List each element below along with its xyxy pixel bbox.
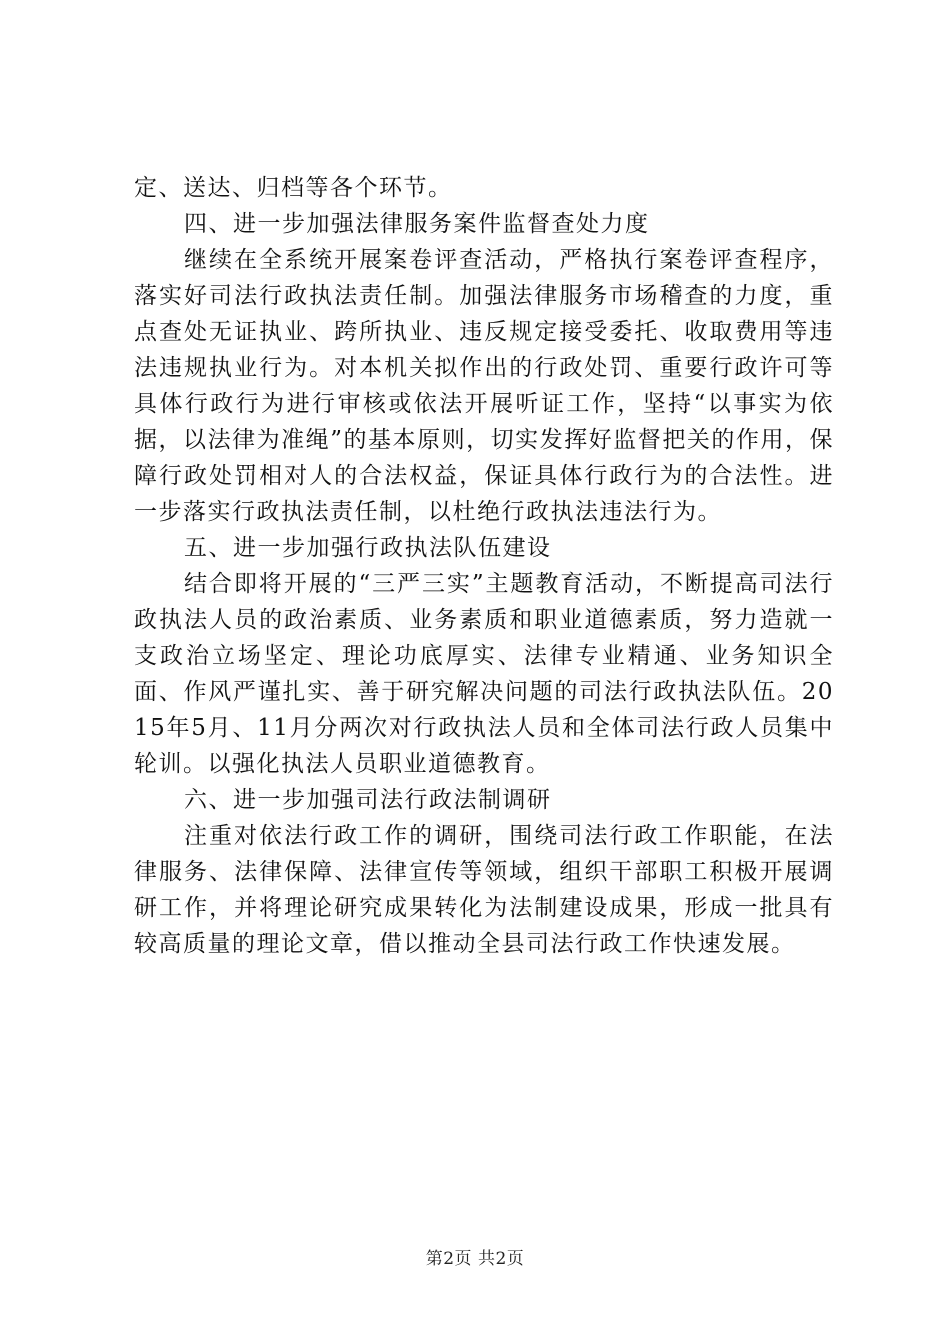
section-heading-6: 六、进一步加强司法行政法制调研 (184, 787, 552, 813)
section-heading-5: 五、进一步加强行政执法队伍建设 (184, 535, 552, 561)
paragraph-research: 注重对依法行政工作的调研，围绕司法行政工作职能，在法律服务、法律保障、法律宣传等领域，组织干部职工积极开展调研工作，并将理论研究成果转化为法制建设成果，形成一批具有较高质量的理论文章，借以推动全县司法行政工作快速发展。 (134, 823, 834, 957)
page-number-footer: 第2页 共2页 (425, 1249, 525, 1269)
section-heading-4: 四、进一步加强法律服务案件监督查处力度 (184, 211, 650, 237)
paragraph-team-building: 结合即将开展的“三严三实”主题教育活动，不断提高司法行政执法人员的政治素质、业务素质和职业道德素质，努力造就一支政治立场坚定、理论功底厚实、法律专业精通、业务知识全面、作风严谨扎实、善于研究解决问题的司法行政执法队伍。2015年5月、11月分两次对行政执法人员和全体司法行政人员集中轮训。以强化执法人员职业道德教育。 (134, 571, 834, 777)
paragraph-supervision: 继续在全系统开展案卷评查活动，严格执行案卷评查程序，落实好司法行政执法责任制。加强法律服务市场稽查的力度，重点查处无证执业、跨所执业、违反规定接受委托、收取费用等违法违规执业行为。对本机关拟作出的行政处罚、重要行政许可等具体行政行为进行审核或依法开展听证工作，坚持“以事实为依据，以法律为准绳”的基本原则，切实发挥好监督把关的作用，保障行政处罚相对人的合法权益，保证具体行政行为的合法性。进一步落实行政执法责任制，以杜绝行政执法违法行为。 (134, 247, 834, 525)
document-body (134, 170, 834, 962)
paragraph-continuation: 定、送达、归档等各个环节。 (134, 175, 453, 201)
